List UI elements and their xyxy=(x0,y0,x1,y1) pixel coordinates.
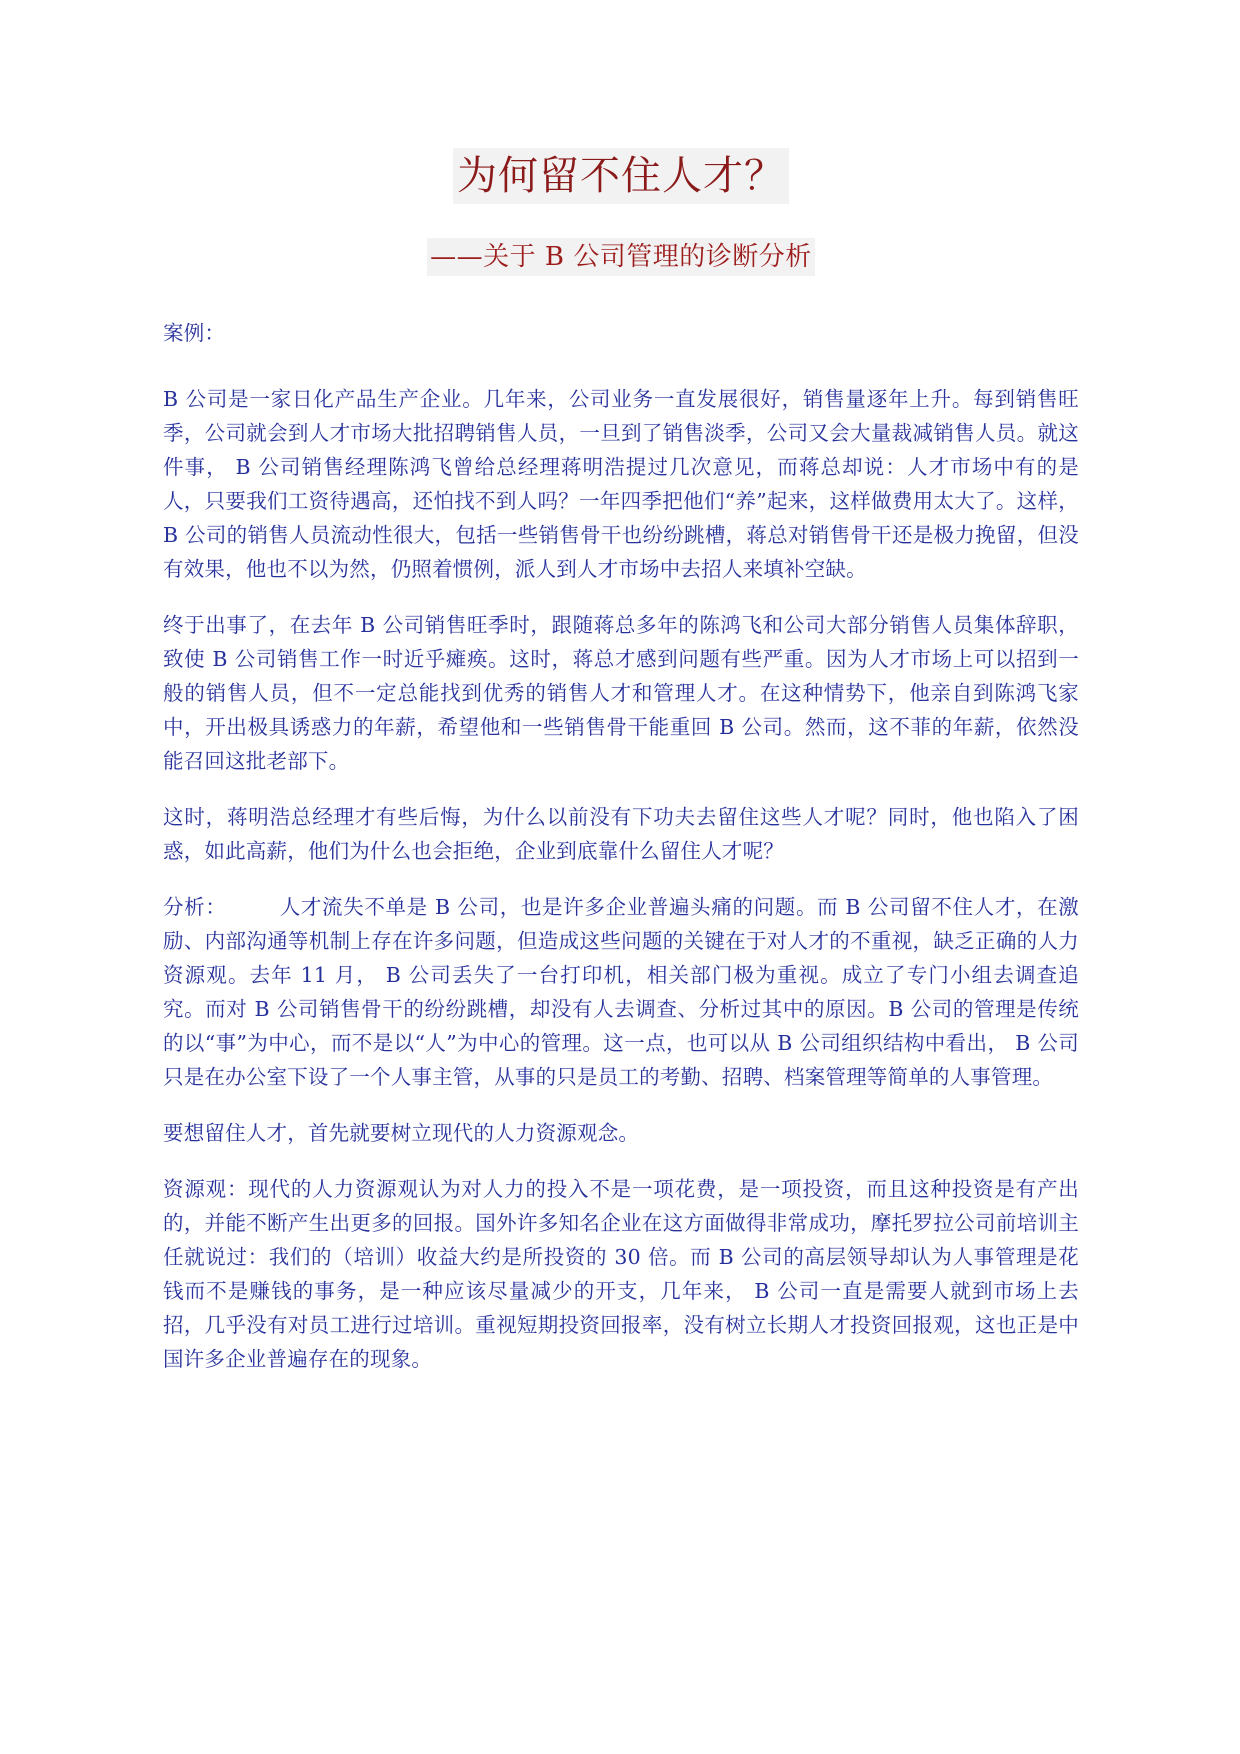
paragraph-incident: 终于出事了，在去年 B 公司销售旺季时，跟随蒋总多年的陈鸿飞和公司大部分销售人员集体辞职，致使 B 公司销售工作一时近乎瘫痪。这时，蒋总才感到问题有些严重。因为人才市场上可以招到一般的销售人员，但不一定总能找到优秀的销售人才和管理人才。在这种情势下，他亲自到陈鸿飞家中，开出极具诱惑力的年薪，希望他和一些销售骨干能重回 B 公司。然而，这不菲的年薪，依然没能召回这批老部下。 xyxy=(163,613,1079,773)
paragraph-regret: 这时，蒋明浩总经理才有些后悔，为什么以前没有下功夫去留住这些人才呢？同时，他也陷入了困惑，如此高薪，他们为什么也会拒绝，企业到底靠什么留住人才呢？ xyxy=(163,805,1079,863)
paragraph-analysis: 分析： 人才流失不单是 B 公司，也是许多企业普遍头痛的问题。而 B 公司留不住人才，在激励、内部沟通等机制上存在许多问题，但造成这些问题的关键在于对人才的不重视，缺乏正确的人力资源观。去年 11 月， B 公司丢失了一台打印机，相关部门极为重视。成立了专门小组去调查追究。而对 B 公司销售骨干的纷纷跳槽，却没有人去调查、分析过其中的原因。B 公司的管理是传统的以“事”为中心，而不是以“人”为中心的管理。这一点，也可以从 B 公司组织结构中看出， B 公司只是在办公室下设了一个人事主管，从事的只是员工的考勤、招聘、档案管理等简单的人事管理。 xyxy=(163,895,1079,1089)
paragraph-conclusion-lead: 要想留住人才，首先就要树立现代的人力资源观念。 xyxy=(163,1121,640,1145)
page-title xyxy=(163,0,1079,204)
page-subtitle-text: ——关于 B 公司管理的诊断分析 xyxy=(427,238,815,276)
page-subtitle xyxy=(163,204,1079,276)
page-title-text: 为何留不住人才？ xyxy=(453,148,789,204)
document-content xyxy=(163,0,1079,1398)
document-body xyxy=(163,276,1079,1376)
paragraph-case-background: B 公司是一家日化产品生产企业。几年来，公司业务一直发展很好，销售量逐年上升。每到销售旺季，公司就会到人才市场大批招聘销售人员，一旦到了销售淡季，公司又会大量裁减销售人员。就这件事， B 公司销售经理陈鸿飞曾给总经理蒋明浩提过几次意见，而蒋总却说：人才市场中有的是人，只要我们工资待遇高，还怕找不到人吗？一年四季把他们“养”起来，这样做费用太大了。这样， B 公司的销售人员流动性很大，包括一些销售骨干也纷纷跳槽，蒋总对销售骨干还是极力挽留，但没有效果，他也不以为然，仍照着惯例，派人到人才市场中去招人来填补空缺。 xyxy=(163,387,1079,581)
case-label: 案例： xyxy=(163,321,226,345)
paragraph-resource-view: 资源观：现代的人力资源观认为对人力的投入不是一项花费，是一项投资，而且这种投资是有产出的，并能不断产生出更多的回报。国外许多知名企业在这方面做得非常成功，摩托罗拉公司前培训主任就说过：我们的（培训）收益大约是所投资的 30 倍。而 B 公司的高层领导却认为人事管理是花钱而不是赚钱的事务，是一种应该尽量减少的开支，几年来， B 公司一直是需要人就到市场上去招，几乎没有对员工进行过培训。重视短期投资回报率，没有树立长期人才投资回报观，这也正是中国许多企业普遍存在的现象。 xyxy=(163,1177,1079,1371)
